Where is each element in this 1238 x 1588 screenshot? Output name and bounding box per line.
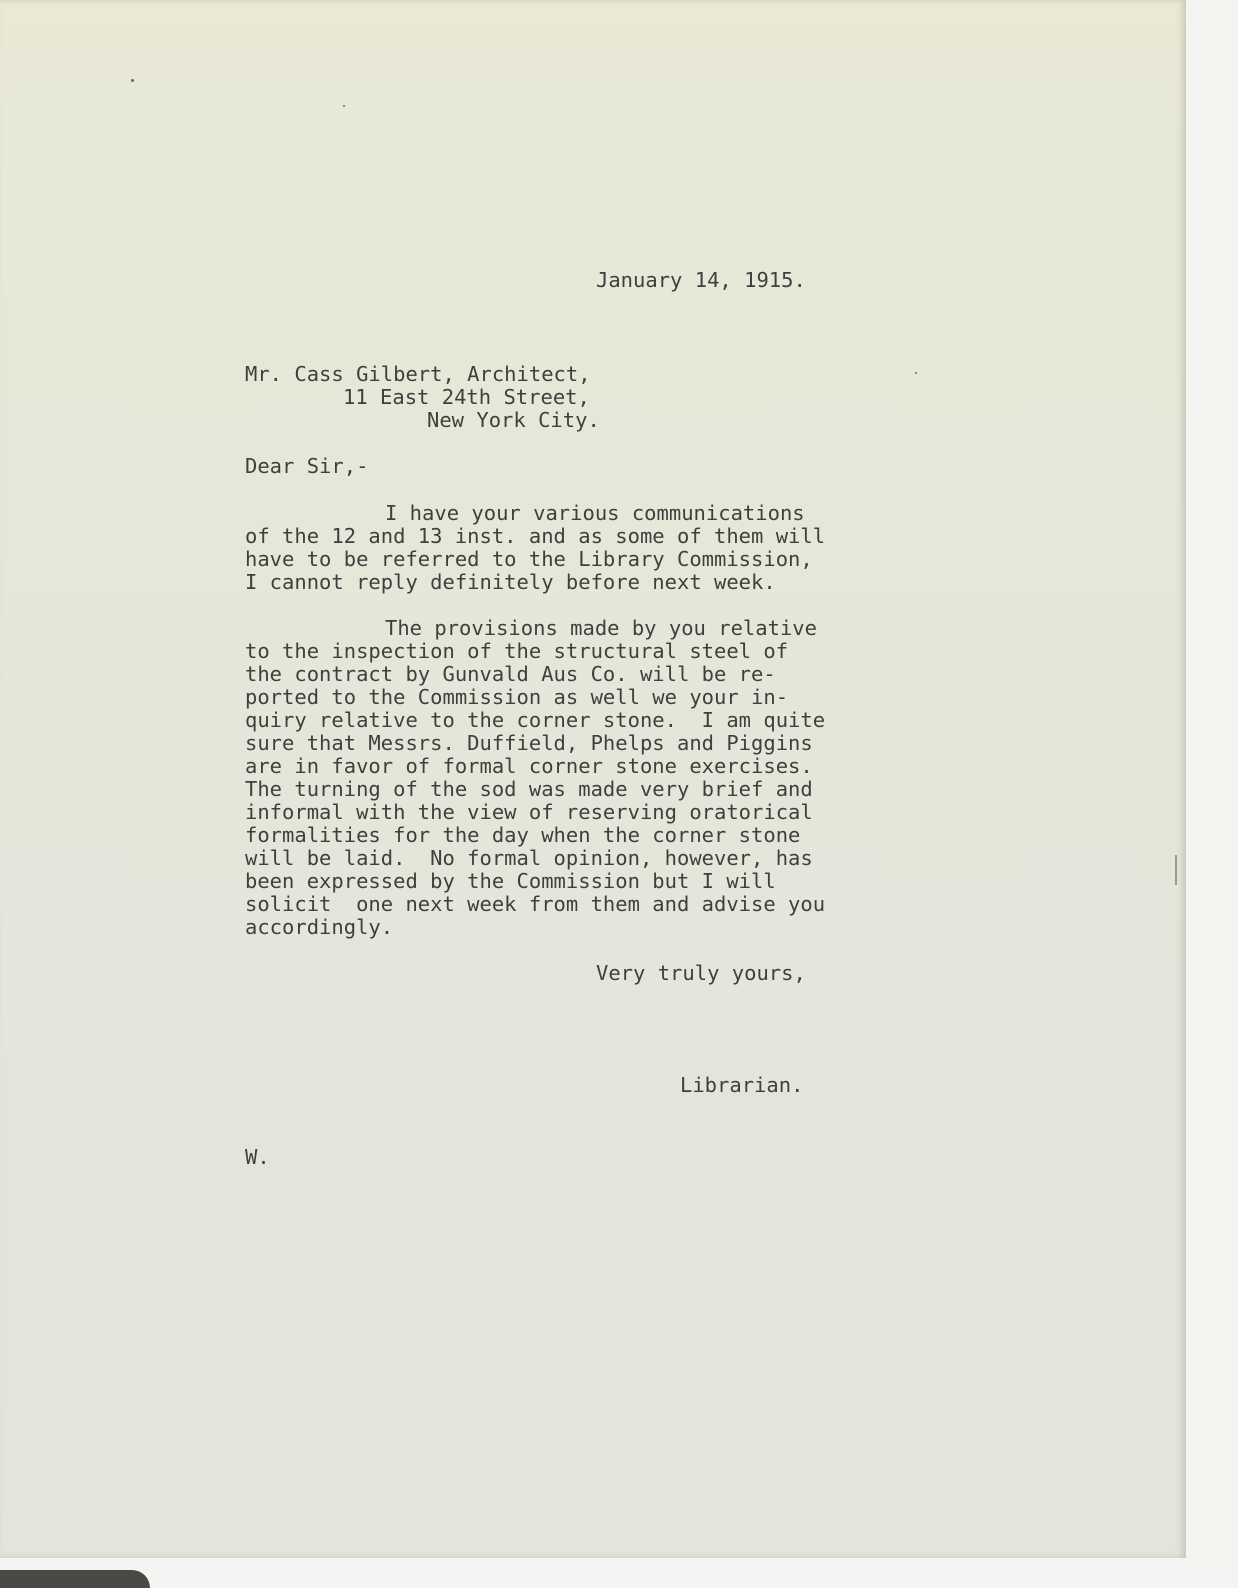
paragraph-line: informal with the view of reserving oratorical	[245, 800, 813, 824]
signature-title: Librarian.	[680, 1073, 804, 1097]
paragraph-line: formalities for the day when the corner stone	[245, 823, 801, 847]
address-line-1: Mr. Cass Gilbert, Architect,	[245, 362, 591, 386]
paper-speck	[131, 79, 134, 82]
closing: Very truly yours,	[596, 961, 806, 985]
paragraph-line: quiry relative to the corner stone. I am quite	[245, 708, 826, 732]
paragraph-line: of the 12 and 13 inst. and as some of them will	[245, 524, 826, 548]
paragraph-line: ported to the Commission as well we your in-	[245, 685, 789, 709]
paragraph-line: accordingly.	[245, 915, 394, 939]
paragraph-line: the contract by Gunvald Aus Co. will be re-	[245, 662, 776, 686]
paragraph-line: to the inspection of the structural steel of	[245, 639, 789, 663]
scan-bottom-strip	[0, 1558, 1238, 1588]
paragraph-line: solicit one next week from them and advise you	[245, 892, 826, 916]
paragraph-line: The turning of the sod was made very brief and	[245, 777, 813, 801]
paragraph-line: are in favor of formal corner stone exercises.	[245, 754, 813, 778]
letter-date: January 14, 1915.	[596, 268, 806, 292]
paragraph-line: will be laid. No formal opinion, however, has	[245, 846, 813, 870]
paper-speck	[915, 372, 917, 374]
paragraph-line: The provisions made by you relative	[385, 616, 817, 640]
address-line-2: 11 East 24th Street,	[343, 385, 590, 409]
paragraph-line: I have your various communications	[385, 501, 805, 525]
paragraph-line: have to be referred to the Library Commission,	[245, 547, 813, 571]
paragraph-line: sure that Messrs. Duffield, Phelps and Piggins	[245, 731, 813, 755]
typist-initial: W.	[245, 1145, 270, 1169]
paper-speck	[343, 105, 345, 107]
paragraph-line: been expressed by the Commission but I will	[245, 869, 776, 893]
paper-edge-mark	[1175, 855, 1177, 885]
salutation: Dear Sir,-	[245, 454, 369, 478]
scan-margin	[1186, 0, 1238, 1558]
scan-corner	[0, 1570, 150, 1588]
paragraph-line: I cannot reply definitely before next week.	[245, 570, 776, 594]
address-line-3: New York City.	[427, 408, 600, 432]
